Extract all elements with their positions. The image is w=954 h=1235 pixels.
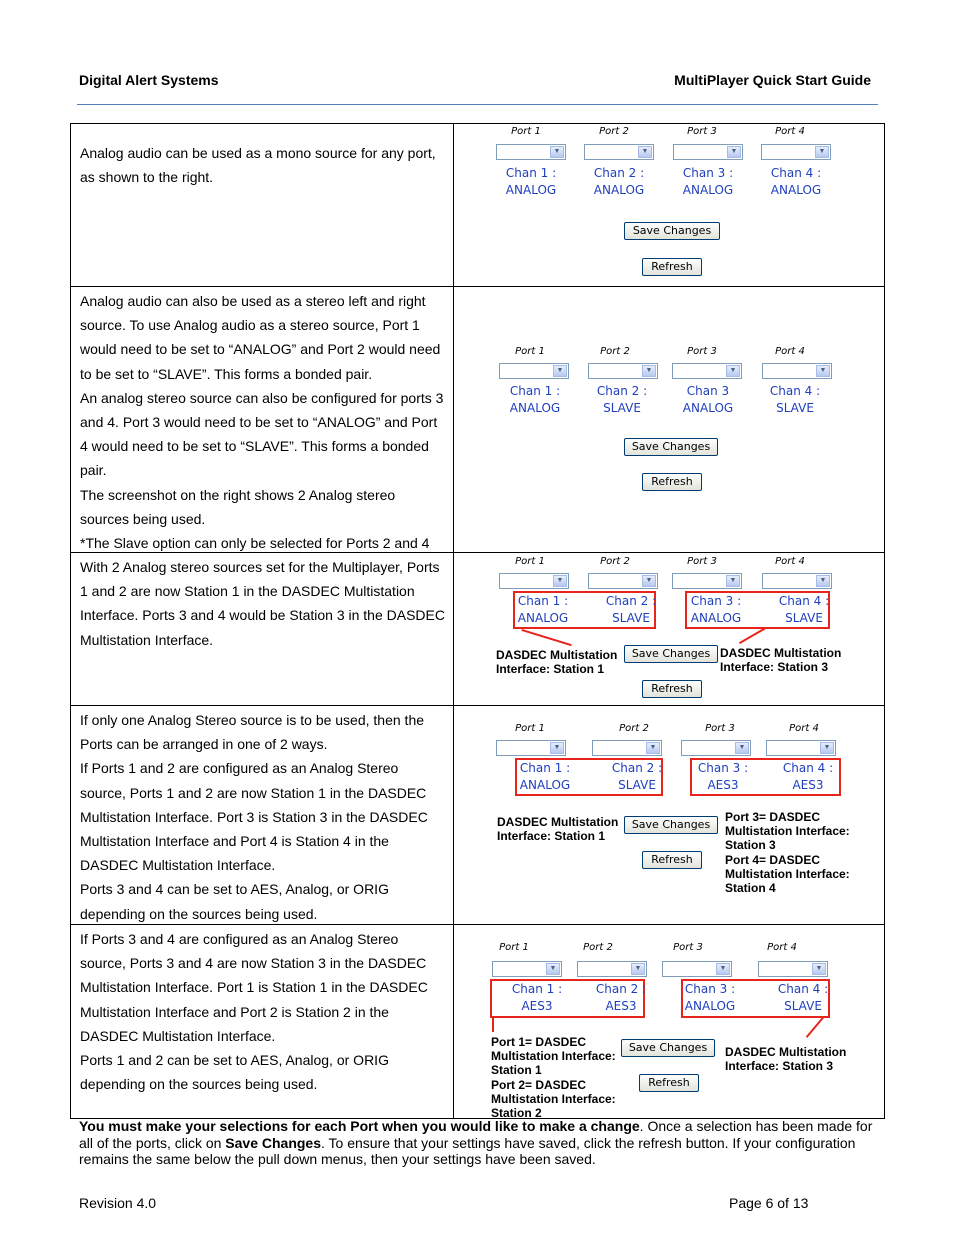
- port-label: Port 4: [789, 723, 819, 734]
- port-label: Port 2: [600, 556, 630, 567]
- description-paragraph: If Ports 3 and 4 are configured as an Analog Stereo source, Ports 3 and 4 are now Station 3 in the DASDEC Multistation Interface. Port 1 is Station 1 in the DASDEC Multistation Interface and Port 2 is Station 2 in the DASDEC Multistation Interface.: [80, 931, 428, 1044]
- channel-label: Chan 1 :: [517, 594, 569, 608]
- channel-value: AES3: [707, 778, 739, 792]
- description-cell: [71, 553, 454, 705]
- channel-status: [668, 383, 748, 417]
- station-annotation: DASDEC Multistation Interface: Station 1: [496, 648, 618, 676]
- chevron-down-icon: ▼: [631, 963, 645, 975]
- port-3-select[interactable]: [672, 573, 742, 589]
- port-1-select[interactable]: [499, 573, 569, 589]
- callout-line: [492, 1018, 494, 1032]
- chevron-down-icon: ▼: [727, 146, 741, 158]
- channel-value: SLAVE: [784, 999, 822, 1013]
- channel-status: [764, 593, 844, 627]
- table-row: [71, 124, 884, 286]
- description-paragraph: If only one Analog Stereo source is to be used, then the Ports can be arranged in one of 2 ways.: [80, 712, 425, 753]
- chevron-down-icon: ▼: [820, 742, 834, 754]
- channel-label: Chan 3 :: [682, 166, 734, 180]
- port-4-select[interactable]: [766, 740, 836, 756]
- channel-value: ANALOG: [682, 183, 734, 197]
- station-annotation: Port 3= DASDEC Multistation Interface: Station 3: [725, 810, 850, 852]
- chevron-down-icon: ▼: [553, 365, 567, 377]
- save-changes-button[interactable]: Save Changes: [624, 222, 720, 240]
- callout-line: [739, 627, 766, 644]
- port-2-select[interactable]: [588, 363, 658, 379]
- port-label: Port 2: [600, 346, 630, 357]
- channel-label: Chan 3 :: [690, 594, 742, 608]
- station-annotation: DASDEC Multistation Interface: Station 3: [720, 646, 842, 674]
- save-changes-button[interactable]: Save Changes: [624, 645, 718, 663]
- port-3-select[interactable]: [662, 961, 732, 977]
- page-number: Page 6 of 13: [729, 1195, 809, 1211]
- channel-value: SLAVE: [785, 611, 823, 625]
- description-cell: [71, 925, 454, 1118]
- channel-label: Chan 4 :: [777, 982, 829, 996]
- channel-status: [579, 165, 659, 199]
- screenshot-cell: [454, 925, 884, 1118]
- channel-label: Chan 2 :: [596, 384, 648, 398]
- channel-label: Chan 2 :: [595, 982, 647, 996]
- port-1-select[interactable]: [492, 961, 562, 977]
- chevron-down-icon: ▼: [546, 963, 560, 975]
- port-label: Port 1: [515, 723, 545, 734]
- description-cell: [71, 287, 454, 552]
- chevron-down-icon: ▼: [642, 365, 656, 377]
- channel-label: Chan 2 :: [611, 761, 663, 775]
- channel-value: SLAVE: [618, 778, 656, 792]
- refresh-button[interactable]: Refresh: [642, 851, 702, 869]
- channel-status: [505, 760, 585, 794]
- channel-label: Chan 2 :: [593, 166, 645, 180]
- note-emphasis: You must make your selections for each Port when you would like to make a change: [79, 1118, 640, 1134]
- channel-label: Chan 3 :: [684, 982, 736, 996]
- channel-value: SLAVE: [612, 611, 650, 625]
- chevron-down-icon: ▼: [726, 365, 740, 377]
- port-label: Port 4: [775, 346, 805, 357]
- channel-value: ANALOG: [593, 183, 645, 197]
- channel-status: [670, 981, 750, 1015]
- station-annotation: Port 1= DASDEC Multistation Interface: Station 1: [491, 1035, 616, 1077]
- chevron-down-icon: ▼: [816, 365, 830, 377]
- channel-status: [495, 383, 575, 417]
- port-3-select[interactable]: [681, 740, 751, 756]
- port-4-select[interactable]: [762, 573, 832, 589]
- port-label: Port 1: [499, 942, 529, 953]
- port-label: Port 3: [673, 942, 703, 953]
- chevron-down-icon: ▼: [716, 963, 730, 975]
- chevron-down-icon: ▼: [816, 575, 830, 587]
- channel-value: ANALOG: [519, 778, 571, 792]
- port-label: Port 3: [687, 126, 717, 137]
- port-2-select[interactable]: [588, 573, 658, 589]
- chevron-down-icon: ▼: [553, 575, 567, 587]
- channel-value: ANALOG: [517, 611, 569, 625]
- port-label: Port 1: [511, 126, 541, 137]
- chevron-down-icon: ▼: [550, 742, 564, 754]
- description-paragraph: Ports 3 and 4 can be set to AES, Analog, or ORIG depending on the sources being used.: [80, 881, 389, 922]
- port-2-select[interactable]: [592, 740, 662, 756]
- channel-label: Chan 3 :: [697, 761, 749, 775]
- description-paragraph: Analog audio can also be used as a stereo left and right source. To use Analog audio as a stereo source, Port 1 would need to be set to “ANALOG” and Port 2 would need to be set to “SLAVE”. This forms a bonded pair.: [80, 293, 441, 382]
- refresh-button[interactable]: Refresh: [642, 680, 702, 698]
- station-annotation: Port 4= DASDEC Multistation Interface: Station 4: [725, 853, 850, 895]
- channel-value: AES3: [521, 999, 553, 1013]
- description-paragraph: *The Slave option can only be selected for Ports 2 and 4: [80, 535, 430, 552]
- port-label: Port 3: [705, 723, 735, 734]
- refresh-button[interactable]: Refresh: [642, 258, 702, 276]
- port-label: Port 3: [687, 556, 717, 567]
- table-row: [71, 286, 884, 552]
- station-annotation: Port 2= DASDEC Multistation Interface: Station 2: [491, 1078, 616, 1120]
- port-1-select[interactable]: [496, 740, 566, 756]
- screenshot-cell: [454, 287, 884, 552]
- channel-label: Chan 2 :: [605, 594, 657, 608]
- callout-line: [521, 629, 571, 646]
- port-label: Port 4: [767, 942, 797, 953]
- channel-label: Chan 1 :: [509, 384, 561, 398]
- screenshot-cell: [454, 124, 884, 286]
- port-config-screenshot: [486, 343, 852, 488]
- channel-label: Chan 3: [686, 384, 730, 398]
- chevron-down-icon: ▼: [726, 575, 740, 587]
- description-cell: [71, 124, 454, 286]
- channel-value: SLAVE: [776, 401, 814, 415]
- port-3-select[interactable]: [673, 144, 743, 160]
- header-guide-title: MultiPlayer Quick Start Guide: [674, 72, 871, 88]
- channel-value: ANALOG: [505, 183, 557, 197]
- channel-status: [497, 981, 577, 1015]
- channel-status: [676, 593, 756, 627]
- table-row: [71, 924, 884, 1118]
- station-annotation: DASDEC Multistation Interface: Station 3: [725, 1045, 847, 1073]
- port-label: Port 2: [583, 942, 613, 953]
- channel-value: ANALOG: [690, 611, 742, 625]
- port-label: Port 4: [775, 556, 805, 567]
- channel-status: [491, 165, 571, 199]
- port-config-screenshot: [486, 124, 852, 285]
- channel-label: Chan 4 :: [782, 761, 834, 775]
- port-config-screenshot: [486, 553, 866, 705]
- station-annotation: DASDEC Multistation Interface: Station 1: [497, 815, 619, 843]
- port-config-screenshot: [486, 939, 866, 1120]
- port-4-select[interactable]: [758, 961, 828, 977]
- chevron-down-icon: ▼: [638, 146, 652, 158]
- channel-status: [763, 981, 843, 1015]
- description-paragraph: Ports 1 and 2 can be set to AES, Analog, or ORIG depending on the sources being used.: [80, 1052, 389, 1093]
- instruction-table: [70, 123, 885, 1119]
- channel-value: ANALOG: [509, 401, 561, 415]
- port-label: Port 1: [515, 556, 545, 567]
- channel-value: ANALOG: [682, 401, 734, 415]
- description-paragraph: The screenshot on the right shows 2 Analog stereo sources being used.: [80, 486, 396, 527]
- channel-label: Chan 4 :: [769, 384, 821, 398]
- screenshot-cell: [454, 553, 884, 705]
- refresh-button[interactable]: Refresh: [642, 473, 702, 491]
- channel-label: Chan 4 :: [770, 166, 822, 180]
- description-cell: [71, 706, 454, 924]
- channel-value: SLAVE: [603, 401, 641, 415]
- port-4-select[interactable]: [762, 363, 832, 379]
- description-paragraph: An analog stereo source can also be configured for ports 3 and 4. Port 3 would need to be set to “ANALOG” and Port 4 would need to be set to “SLAVE”. This forms a bonded pair.: [80, 389, 444, 479]
- port-2-select[interactable]: [584, 144, 654, 160]
- header-rule: [77, 104, 878, 105]
- description-paragraph: If Ports 1 and 2 are configured as an Analog Stereo source, Ports 1 and 2 are now Station 1 in the DASDEC Multistation Interface. Port 3 is Station 3 in the DASDEC Multistation Interface and Port 4 is Station 4 in the DASDEC Multistation Interface.: [80, 760, 428, 874]
- save-changes-button[interactable]: Save Changes: [624, 438, 718, 456]
- port-1-select[interactable]: [499, 363, 569, 379]
- chevron-down-icon: ▼: [646, 742, 660, 754]
- channel-status: [503, 593, 583, 627]
- channel-label: Chan 4 :: [778, 594, 830, 608]
- chevron-down-icon: ▼: [735, 742, 749, 754]
- port-1-select[interactable]: [496, 144, 566, 160]
- note-text: . To ensure that your settings have saved, click the refresh button. If your configuration remains the same below the pull down menus, then your settings have been saved.: [79, 1134, 856, 1167]
- channel-label: Chan 1 :: [519, 761, 571, 775]
- chevron-down-icon: ▼: [812, 963, 826, 975]
- port-label: Port 3: [687, 346, 717, 357]
- instruction-note: [79, 1118, 879, 1168]
- port-2-select[interactable]: [577, 961, 647, 977]
- channel-value: AES3: [792, 778, 824, 792]
- channel-label: Chan 1 :: [505, 166, 557, 180]
- note-emphasis: Save Changes: [225, 1134, 322, 1151]
- port-label: Port 2: [599, 126, 629, 137]
- header-company: Digital Alert Systems: [79, 72, 219, 88]
- screenshot-cell: [454, 706, 884, 924]
- channel-label: Chan 1 :: [511, 982, 563, 996]
- channel-status: [597, 760, 677, 794]
- note-text: . Once a selection has been made for all of the ports, click on: [79, 1118, 873, 1151]
- table-row: [71, 705, 884, 924]
- channel-status: [581, 981, 661, 1015]
- chevron-down-icon: ▼: [815, 146, 829, 158]
- description-paragraph: Analog audio can be used as a mono source for any port, as shown to the right.: [80, 145, 436, 186]
- refresh-button[interactable]: Refresh: [639, 1074, 699, 1092]
- channel-status: [668, 165, 748, 199]
- save-changes-button[interactable]: Save Changes: [624, 816, 718, 834]
- channel-status: [755, 383, 835, 417]
- chevron-down-icon: ▼: [642, 575, 656, 587]
- channel-value: ANALOG: [684, 999, 736, 1013]
- channel-status: [683, 760, 763, 794]
- channel-status: [756, 165, 836, 199]
- chevron-down-icon: ▼: [550, 146, 564, 158]
- channel-status: [768, 760, 848, 794]
- channel-value: AES3: [605, 999, 637, 1013]
- revision-label: Revision 4.0: [79, 1195, 157, 1211]
- callout-line: [806, 1017, 824, 1038]
- table-row: [71, 552, 884, 705]
- port-label: Port 4: [775, 126, 805, 137]
- port-label: Port 2: [619, 723, 649, 734]
- save-changes-button[interactable]: Save Changes: [621, 1039, 715, 1057]
- channel-value: ANALOG: [770, 183, 822, 197]
- port-4-select[interactable]: [761, 144, 831, 160]
- description-paragraph: With 2 Analog stereo sources set for the Multiplayer, Ports 1 and 2 are now Station 1 in the DASDEC Multistation Interface. Ports 3 and 4 would be Station 3 in the DASDEC Multistation Interface.: [80, 559, 445, 648]
- channel-status: [582, 383, 662, 417]
- port-config-screenshot: [486, 720, 876, 920]
- port-3-select[interactable]: [672, 363, 742, 379]
- channel-status: [591, 593, 671, 627]
- port-label: Port 1: [515, 346, 545, 357]
